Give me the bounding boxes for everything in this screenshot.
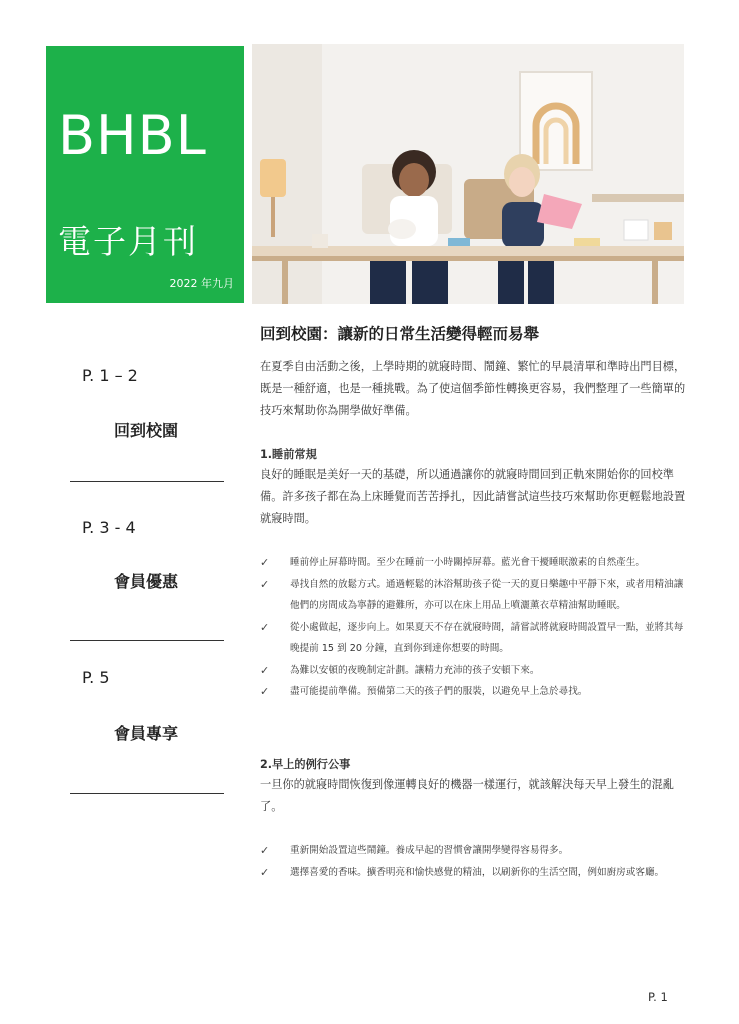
hero-photo bbox=[252, 44, 684, 304]
list-item: ✓ 選擇喜愛的香味。擴香明亮和愉快感覺的精油，以刷新你的生活空間，例如廚房或客廳。 bbox=[260, 862, 690, 884]
checkmark-icon: ✓ bbox=[260, 663, 270, 677]
checkmark-icon: ✓ bbox=[260, 685, 270, 698]
magazine-title: 電子月刊 bbox=[58, 222, 198, 261]
toc-item-title[interactable]: 會員優惠 bbox=[114, 572, 179, 591]
section-body: 一旦你的就寢時間恢復到像運轉良好的機器一樣運行，就該解決每天早上發生的混亂了。 bbox=[260, 778, 674, 813]
checkmark-icon: ✓ bbox=[260, 865, 270, 879]
list-item: ✓ 從小處做起，逐步向上。如果夏天不存在就寢時間，請嘗試將就寢時間設置早一點，並將其每晚提前 15 到 20 分鐘，直到你到達你想要的時間。 bbox=[260, 617, 690, 660]
section-heading: 2.早上的例行公事 bbox=[260, 758, 351, 771]
article-title: 回到校園：讓新的日常生活變得輕而易舉 bbox=[260, 325, 540, 343]
checkmark-icon: ✓ bbox=[260, 844, 270, 857]
children-crafting-illustration bbox=[252, 44, 684, 304]
page-number: P. 1 bbox=[648, 990, 668, 1004]
checkmark-icon: ✓ bbox=[260, 620, 270, 634]
toc-item-title[interactable]: 會員專享 bbox=[114, 724, 179, 743]
section-body: 良好的睡眠是美好一天的基礎，所以通過讓你的就寢時間回到正軌來開始你的回校準備。許多孩子都在為上床睡覺而苦苦掙扎，因此請嘗試這些技巧來幫助你更輕鬆地設置就寢時間。 bbox=[260, 468, 686, 525]
article-intro: 在夏季自由活動之後，上學時期的就寢時間、鬧鐘、繁忙的早晨清單和準時出門目標，既是一種舒適，也是一種挑戰。為了使這個季節性轉換更容易，我們整理了一些簡單的技巧來幫助你為開學做好準備。 bbox=[260, 360, 686, 417]
masthead bbox=[46, 46, 244, 303]
issue-date: 2022 年九月 bbox=[169, 277, 234, 290]
toc-divider bbox=[70, 481, 224, 482]
morning-checklist bbox=[260, 840, 690, 883]
toc-divider bbox=[70, 793, 224, 794]
toc-page-number: P. 5 bbox=[82, 668, 110, 687]
list-item: ✓ 盡可能提前準備。預備第二天的孩子們的服裝，以避免早上急於尋找。 bbox=[260, 681, 690, 703]
checkmark-icon: ✓ bbox=[260, 577, 270, 591]
checkmark-icon: ✓ bbox=[260, 556, 270, 569]
list-item: ✓ 重新開始設置這些鬧鐘。養成早起的習慣會讓開學變得容易得多。 bbox=[260, 840, 690, 862]
toc-divider bbox=[70, 640, 224, 641]
toc-page-number: P. 1 – 2 bbox=[82, 366, 138, 385]
toc-page-number: P. 3 - 4 bbox=[82, 518, 136, 537]
bedtime-checklist bbox=[260, 552, 690, 703]
list-item: ✓ 睡前停止屏幕時間。至少在睡前一小時關掉屏幕。藍光會干擾睡眠激素的自然產生。 bbox=[260, 552, 690, 574]
section-heading: 1.睡前常規 bbox=[260, 448, 317, 461]
toc-item-title[interactable]: 回到校園 bbox=[114, 421, 179, 440]
list-item: ✓ 尋找自然的放鬆方式。通過輕鬆的沐浴幫助孩子從一天的夏日樂趣中平靜下來，或者用精油讓他們的房間成為寧靜的避難所，亦可以在床上用品上噴灑薰衣草精油幫助睡眠。 bbox=[260, 574, 690, 617]
list-item: ✓ 為難以安頓的夜晚制定計劃。讓精力充沛的孩子安頓下來。 bbox=[260, 660, 690, 682]
brand-logo: BHBL bbox=[58, 104, 207, 167]
